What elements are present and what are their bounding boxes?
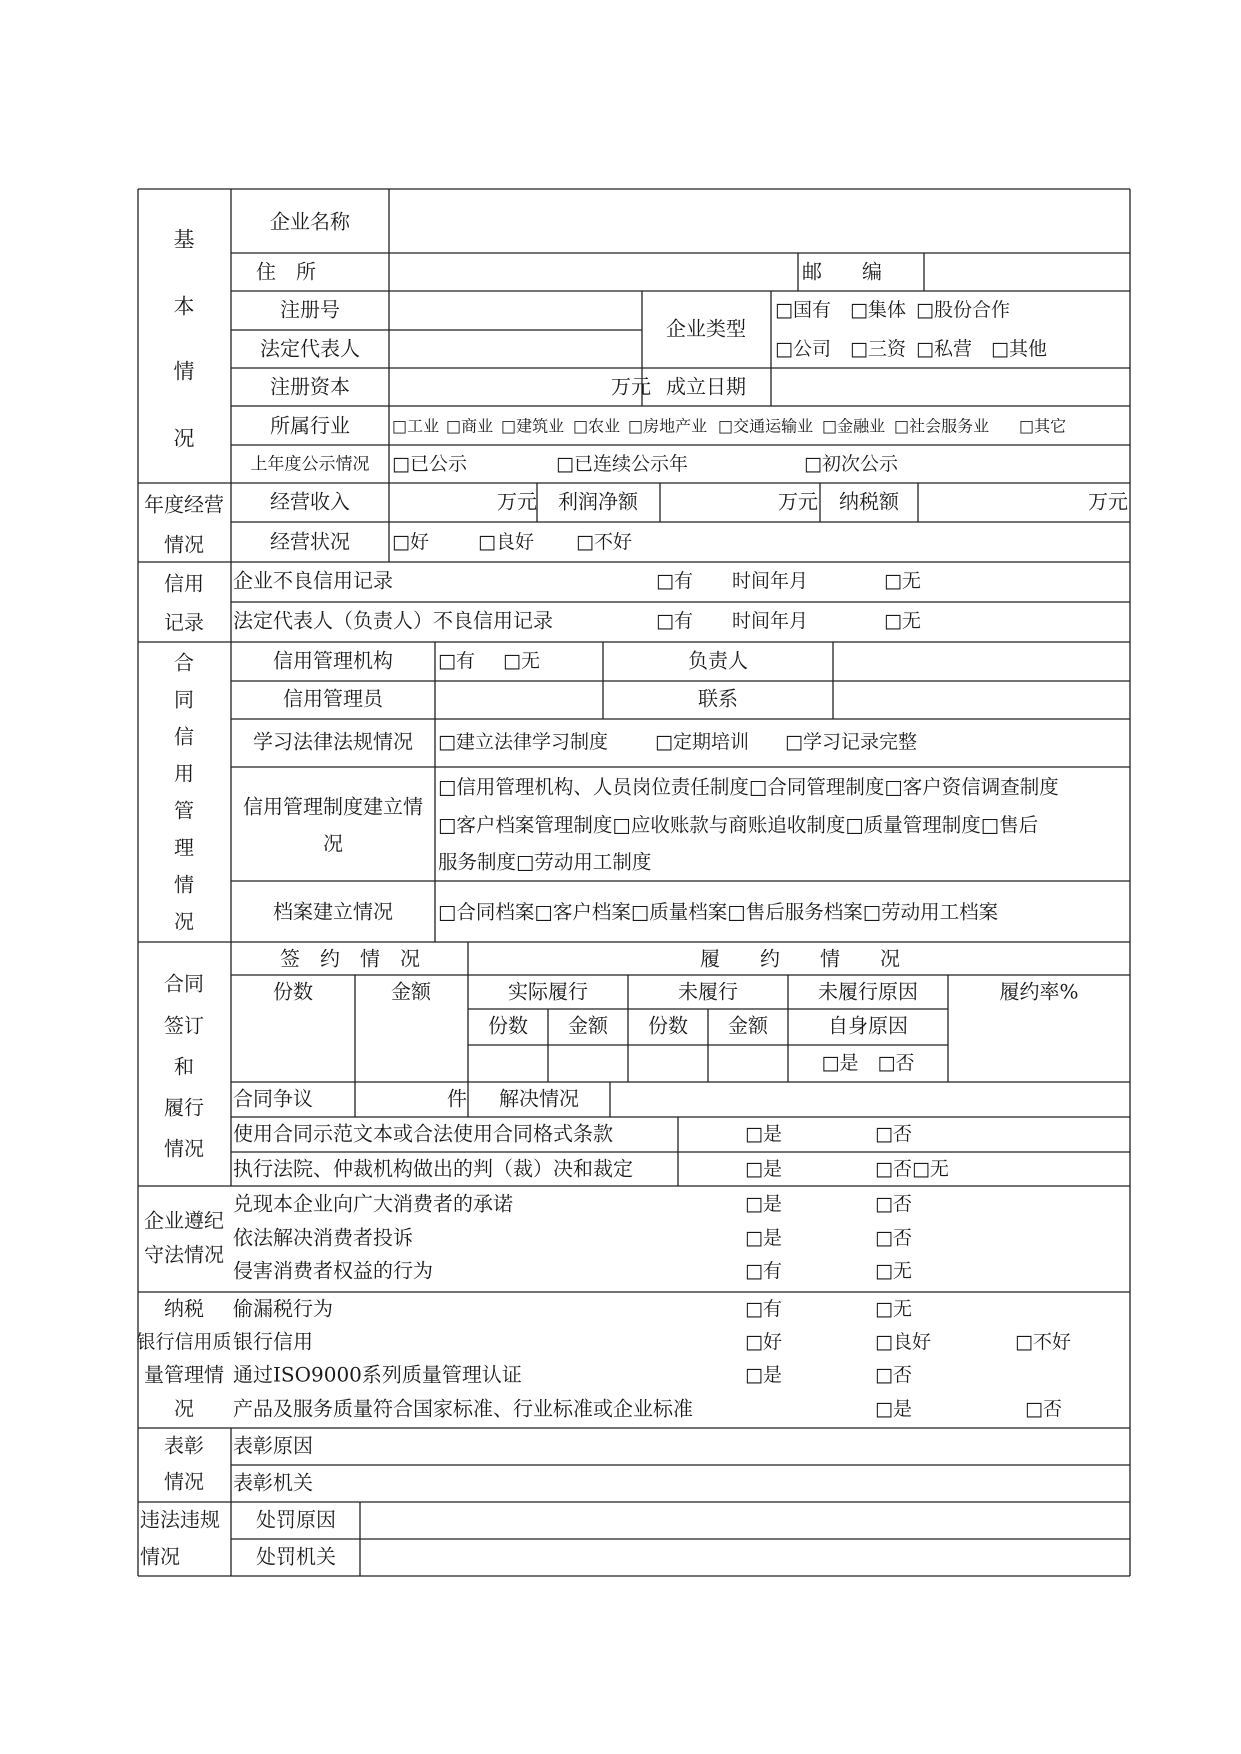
postcode-label: 邮 编 <box>802 259 882 284</box>
rep-bad-time-label: 时间年月 <box>732 610 809 632</box>
system-options-line[interactable]: 服务制度□劳动用工制度 <box>438 850 652 874</box>
section-label: 履行 <box>164 1095 204 1120</box>
legal-rep-label: 法定代表人 <box>260 336 360 361</box>
status-good-checkbox[interactable]: □好 <box>392 531 429 553</box>
law-system-checkbox[interactable]: □建立法律学习制度 <box>438 731 608 753</box>
sub-amount: 金额 <box>568 1013 608 1038</box>
company-type-label: 企业类型 <box>666 316 746 341</box>
credit-officer-label: 信用管理员 <box>283 686 383 711</box>
compliance-have[interactable]: □有 <box>745 1260 782 1282</box>
profit-label: 利润净额 <box>558 489 638 514</box>
industry-checkbox[interactable]: □金融业 <box>822 416 886 436</box>
section-label: 情况 <box>164 532 204 557</box>
type-private-checkbox[interactable]: □私营 <box>916 338 972 360</box>
standard-no[interactable]: □否 <box>1025 1398 1062 1420</box>
tax-unit: 万元 <box>1088 489 1128 514</box>
enforcement-no-none[interactable]: □否□无 <box>875 1158 949 1180</box>
compliance-item: 侵害消费者权益的行为 <box>233 1258 433 1283</box>
section-label: 记录 <box>164 610 204 635</box>
bank-fine[interactable]: □良好 <box>875 1331 931 1353</box>
disclosure-first-checkbox[interactable]: □初次公示 <box>804 453 898 475</box>
status-bad-checkbox[interactable]: □不好 <box>576 531 632 553</box>
iso-label: 通过ISO9000系列质量管理认证 <box>233 1362 522 1387</box>
section-label: 表彰 <box>164 1433 204 1458</box>
enforcement-yes[interactable]: □是 <box>745 1158 782 1180</box>
section-credit-management <box>174 649 1059 934</box>
compliance-item: 依法解决消费者投诉 <box>233 1225 413 1250</box>
iso-no[interactable]: □否 <box>875 1364 912 1386</box>
tax-evasion-none[interactable]: □无 <box>875 1298 912 1320</box>
industry-checkbox[interactable]: □工业 <box>392 416 440 436</box>
penalty-authority-label: 处罚机关 <box>256 1544 336 1569</box>
credit-org-label: 信用管理机构 <box>273 648 393 673</box>
status-label: 经营状况 <box>270 529 350 554</box>
standard-yes[interactable]: □是 <box>875 1398 912 1420</box>
archive-label: 档案建立情况 <box>273 899 393 924</box>
col-rate: 履约率% <box>999 979 1079 1004</box>
section-label: 同 <box>174 687 194 712</box>
award-reason-label: 表彰原因 <box>233 1433 313 1458</box>
revenue-label: 经营收入 <box>270 489 350 514</box>
tax-evasion-label: 偷漏税行为 <box>233 1296 333 1321</box>
compliance-no[interactable]: □否 <box>875 1193 912 1215</box>
col-reason: 未履行原因 <box>818 979 918 1004</box>
section-label: 银行信用质 <box>136 1331 232 1353</box>
enforcement-label: 执行法院、仲裁机构做出的判（裁）决和裁定 <box>233 1156 633 1181</box>
system-options-line[interactable]: □客户档案管理制度□应收账款与商账追收制度□质量管理制度□售后 <box>438 813 1039 837</box>
signing-header: 签 约 情 况 <box>280 946 420 971</box>
compliance-no[interactable]: □否 <box>875 1227 912 1249</box>
col-actual: 实际履行 <box>508 979 588 1004</box>
company-bad-no-checkbox[interactable]: □无 <box>884 570 921 592</box>
template-use-no[interactable]: □否 <box>875 1123 912 1145</box>
col-amount: 金额 <box>391 979 431 1004</box>
section-basic <box>174 210 1067 476</box>
resolution-label: 解决情况 <box>499 1086 579 1111</box>
law-training-checkbox[interactable]: □定期培训 <box>655 731 749 753</box>
award-authority-label: 表彰机关 <box>233 1470 313 1495</box>
reg-no-label: 注册号 <box>280 297 340 322</box>
section-label: 情况 <box>164 1469 204 1494</box>
disclosure-label: 上年度公示情况 <box>250 454 370 475</box>
compliance-none[interactable]: □无 <box>875 1260 912 1282</box>
industry-checkbox[interactable]: □其它 <box>1019 416 1067 436</box>
rep-bad-yes-checkbox[interactable]: □有 <box>656 610 693 632</box>
section-label: 守法情况 <box>144 1242 224 1267</box>
address-label: 住 所 <box>256 259 316 284</box>
industry-checkbox[interactable]: □农业 <box>573 416 621 436</box>
revenue-unit: 万元 <box>497 489 537 514</box>
founded-label: 成立日期 <box>666 374 746 399</box>
system-building-label: 信用管理制度建立情 <box>243 794 423 819</box>
section-label: 企业遵纪 <box>144 1208 224 1233</box>
section-label: 况 <box>173 426 195 451</box>
section-label: 用 <box>174 761 194 786</box>
law-study-label: 学习法律法规情况 <box>253 729 413 754</box>
performance-header: 履 约 情 况 <box>700 946 900 971</box>
section-label: 量管理情 <box>144 1362 224 1387</box>
bank-credit-label: 银行信用 <box>233 1329 313 1354</box>
type-other-checkbox[interactable]: □其他 <box>991 338 1047 360</box>
industry-checkbox[interactable]: □交通运输业 <box>718 416 814 436</box>
sub-copies: 份数 <box>488 1013 528 1038</box>
self-reason-yes-no[interactable]: □是 □否 <box>821 1052 915 1074</box>
system-options-line[interactable]: □信用管理机构、人员岗位责任制度□合同管理制度□客户资信调查制度 <box>438 775 1059 799</box>
compliance-item: 兑现本企业向广大消费者的承诺 <box>233 1191 513 1216</box>
section-compliance <box>144 1192 912 1283</box>
dispute-label: 合同争议 <box>233 1086 313 1111</box>
section-label: 信用 <box>164 571 204 596</box>
section-label: 情 <box>174 872 194 897</box>
bank-bad[interactable]: □不好 <box>1015 1331 1071 1353</box>
template-use-label: 使用合同示范文本或合法使用合同格式条款 <box>233 1121 613 1146</box>
sub-amount: 金额 <box>728 1013 768 1038</box>
section-label: 和 <box>174 1054 194 1079</box>
section-label: 年度经营 <box>144 492 224 517</box>
status-fine-checkbox[interactable]: □良好 <box>478 531 534 553</box>
disclosure-published-checkbox[interactable]: □已公示 <box>392 453 467 475</box>
profit-unit: 万元 <box>778 489 818 514</box>
col-unfulfilled: 未履行 <box>678 979 738 1004</box>
section-operation <box>144 490 1128 557</box>
system-building-label: 况 <box>323 831 343 856</box>
standard-label: 产品及服务质量符合国家标准、行业标准或企业标准 <box>233 1396 693 1421</box>
contact-label: 联系 <box>698 686 738 711</box>
compliance-yes[interactable]: □是 <box>745 1227 782 1249</box>
tax-label: 纳税额 <box>839 489 899 514</box>
company-name-label: 企业名称 <box>270 209 350 234</box>
company-bad-record-label: 企业不良信用记录 <box>233 568 393 593</box>
section-label: 况 <box>174 1396 194 1421</box>
section-label: 情况 <box>140 1544 180 1569</box>
compliance-yes[interactable]: □是 <box>745 1193 782 1215</box>
template-use-yes[interactable]: □是 <box>745 1123 782 1145</box>
credit-org-no-checkbox[interactable]: □无 <box>503 650 540 672</box>
section-contract <box>164 947 1079 1181</box>
section-violation <box>140 1508 336 1569</box>
company-bad-time-label: 时间年月 <box>732 570 809 592</box>
person-in-charge-label: 负责人 <box>688 648 748 673</box>
type-state-checkbox[interactable]: □国有 <box>775 299 831 321</box>
section-label: 情 <box>173 359 195 384</box>
industry-checkbox[interactable]: □商业 <box>446 416 494 436</box>
capital-unit: 万元 <box>611 374 651 399</box>
section-label: 合同 <box>164 971 204 996</box>
credit-org-yes-checkbox[interactable]: □有 <box>438 650 475 672</box>
rep-bad-record-label: 法定代表人（负责人）不良信用记录 <box>233 608 553 633</box>
type-joint-stock-checkbox[interactable]: □股份合作 <box>916 299 1010 321</box>
col-copies: 份数 <box>273 979 313 1004</box>
section-label: 本 <box>173 294 195 319</box>
industry-checkbox[interactable]: □社会服务业 <box>894 416 990 436</box>
rep-bad-no-checkbox[interactable]: □无 <box>884 610 921 632</box>
law-records-checkbox[interactable]: □学习记录完整 <box>785 731 917 753</box>
section-tax-bank-quality <box>136 1297 1070 1421</box>
bank-good[interactable]: □好 <box>745 1331 782 1353</box>
sub-copies: 份数 <box>648 1013 688 1038</box>
section-label: 信 <box>174 724 194 749</box>
section-label: 管 <box>174 798 194 823</box>
company-bad-yes-checkbox[interactable]: □有 <box>656 570 693 592</box>
industry-label: 所属行业 <box>270 413 350 438</box>
type-collective-checkbox[interactable]: □集体 <box>850 299 906 321</box>
penalty-reason-label: 处罚原因 <box>256 1507 336 1532</box>
section-label: 情况 <box>164 1136 204 1161</box>
tax-evasion-have[interactable]: □有 <box>745 1298 782 1320</box>
section-label: 况 <box>174 909 194 934</box>
reg-capital-label: 注册资本 <box>270 374 350 399</box>
archive-options[interactable]: □合同档案□客户档案□质量档案□售后服务档案□劳动用工档案 <box>438 900 999 924</box>
disclosure-continuous-checkbox[interactable]: □已连续公示年 <box>556 453 688 475</box>
section-label: 签订 <box>164 1013 204 1038</box>
type-foreign-checkbox[interactable]: □三资 <box>850 338 906 360</box>
section-label: 合 <box>174 650 194 675</box>
industry-checkbox[interactable]: □建筑业 <box>501 416 565 436</box>
industry-checkbox[interactable]: □房地产业 <box>628 416 708 436</box>
section-label: 基 <box>173 227 195 252</box>
section-award <box>164 1434 313 1495</box>
iso-yes[interactable]: □是 <box>745 1364 782 1386</box>
type-company-checkbox[interactable]: □公司 <box>775 338 831 360</box>
dispute-unit: 件 <box>447 1086 467 1111</box>
section-label: 纳税 <box>164 1296 204 1321</box>
section-label: 违法违规 <box>140 1507 220 1532</box>
self-reason-label: 自身原因 <box>828 1013 908 1038</box>
section-label: 理 <box>174 835 194 860</box>
